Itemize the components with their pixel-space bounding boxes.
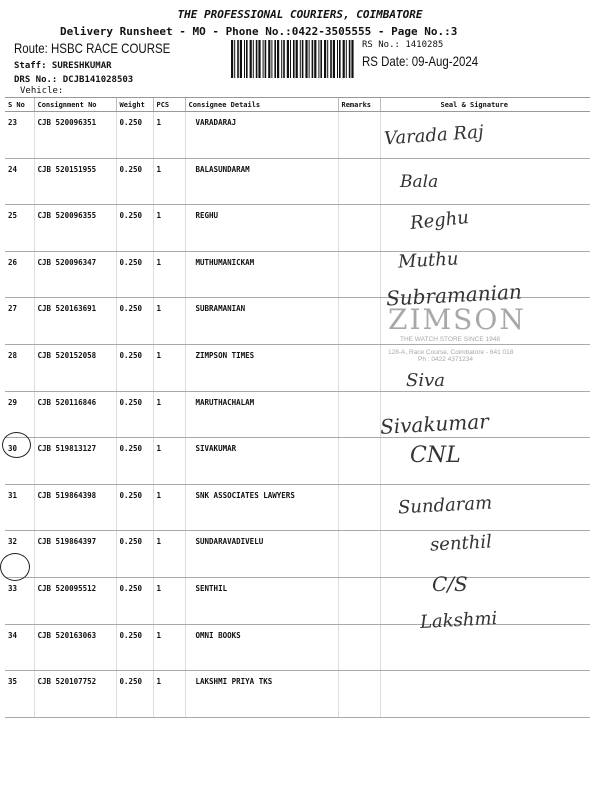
barcode-bar: [318, 40, 319, 78]
weight-value: 0.250: [116, 671, 153, 718]
consignee-name: SENTHIL: [185, 577, 338, 624]
pcs-value: 1: [153, 158, 185, 205]
barcode-bar: [339, 40, 341, 78]
barcode-bar: [309, 40, 310, 78]
table-row: [5, 298, 590, 345]
remarks-cell: [338, 671, 380, 718]
remarks-cell: [338, 205, 380, 252]
table-row: [5, 624, 590, 671]
remarks-cell: [338, 344, 380, 391]
consignee-name: BALASUNDARAM: [185, 158, 338, 205]
column-header: PCS: [153, 98, 185, 112]
signature-cell: [380, 531, 590, 578]
consignee-name: MUTHUMANICKAM: [185, 251, 338, 298]
consignee-name: SUNDARAVADIVELU: [185, 531, 338, 578]
consignment-number: CJB 519864398: [34, 484, 116, 531]
consignee-name: LAKSHMI PRIYA TKS: [185, 671, 338, 718]
consignee-name: VARADARAJ: [185, 112, 338, 159]
consignee-name: ZIMPSON TIMES: [185, 344, 338, 391]
stamp-logo: ZIMSON: [388, 303, 526, 336]
signature-cell: [380, 112, 590, 159]
barcode-bar: [281, 40, 282, 78]
consignment-number: CJB 520096347: [34, 251, 116, 298]
signature-cell: [380, 624, 590, 671]
pcs-value: 1: [153, 344, 185, 391]
barcode-bar: [253, 40, 254, 78]
consignee-name: OMNI BOOKS: [185, 624, 338, 671]
barcode-bar: [343, 40, 345, 78]
barcode-bar: [346, 40, 347, 78]
pcs-value: 1: [153, 624, 185, 671]
barcode-bar: [274, 40, 276, 78]
consignment-number: CJB 520096351: [34, 112, 116, 159]
barcode-bar: [337, 40, 338, 78]
table-body: [5, 112, 590, 718]
route-label: Route: HSBC RACE COURSE: [14, 40, 171, 56]
vehicle-label: Vehicle:: [20, 86, 64, 96]
consignment-number: CJB 520152058: [34, 344, 116, 391]
barcode-bar: [349, 40, 351, 78]
weight-value: 0.250: [116, 344, 153, 391]
remarks-cell: [338, 438, 380, 485]
table-row: [5, 577, 590, 624]
consignment-number: CJB 520151955: [34, 158, 116, 205]
barcode-bar: [312, 40, 314, 78]
barcode-bar: [324, 40, 326, 78]
barcode-bar: [300, 40, 301, 78]
table-header-row: [5, 98, 590, 112]
consignee-name: MARUTHACHALAM: [185, 391, 338, 438]
consignee-name: SIVAKUMAR: [185, 438, 338, 485]
rs-number: RS No.: 1410285: [362, 40, 444, 50]
staff-label: Staff: SURESHKUMAR: [14, 61, 112, 71]
barcode-bar: [320, 40, 322, 78]
table-row: [5, 671, 590, 718]
barcode-bar: [231, 40, 233, 78]
handwritten-signature: Sundaram: [397, 492, 493, 519]
consignment-number: CJB 520116846: [34, 391, 116, 438]
barcode-bar: [268, 40, 270, 78]
handwritten-signature: Varada Raj: [383, 121, 485, 150]
handwritten-signature: Bala: [400, 172, 439, 192]
serial-number: 33: [5, 577, 34, 624]
signature-cell: [380, 391, 590, 438]
signature-cell: [380, 671, 590, 718]
barcode-bar: [271, 40, 272, 78]
pcs-value: 1: [153, 671, 185, 718]
consignment-number: CJB 520107752: [34, 671, 116, 718]
column-header: Seal & Signature: [380, 98, 590, 112]
barcode-bar: [296, 40, 298, 78]
column-header: Consignment No: [34, 98, 116, 112]
barcode-bar: [314, 40, 316, 78]
signature-cell: [380, 438, 590, 485]
serial-number: 23: [5, 112, 34, 159]
barcode-bar: [293, 40, 295, 78]
runsheet-subtitle: Delivery Runsheet - MO - Phone No.:0422-3505555 - Page No.:3: [60, 25, 458, 38]
consignee-name: SUBRAMANIAN: [185, 298, 338, 345]
table-row: [5, 112, 590, 159]
handwritten-signature: CNL: [410, 443, 461, 468]
consignment-number: CJB 520163063: [34, 624, 116, 671]
handwritten-signature: Reghu: [409, 206, 470, 235]
handwritten-signature: Lakshmi: [419, 607, 498, 634]
consignment-number: CJB 520095512: [34, 577, 116, 624]
consignment-number: CJB 519864397: [34, 531, 116, 578]
handwritten-signature: senthil: [429, 531, 493, 556]
barcode-bar: [258, 40, 260, 78]
remarks-cell: [338, 624, 380, 671]
barcode-bar: [290, 40, 291, 78]
barcode-bar: [283, 40, 285, 78]
barcode-bar: [302, 40, 304, 78]
barcode-bar: [263, 40, 264, 78]
pcs-value: 1: [153, 251, 185, 298]
signature-cell: [380, 484, 590, 531]
table-row: [5, 251, 590, 298]
signature-cell: [380, 158, 590, 205]
weight-value: 0.250: [116, 577, 153, 624]
pcs-value: 1: [153, 531, 185, 578]
serial-number: 29: [5, 391, 34, 438]
serial-number: 30: [5, 438, 34, 485]
stamp-tagline: THE WATCH STORE SINCE 1948: [400, 336, 500, 343]
signature-cell: [380, 205, 590, 252]
runsheet-table: [5, 97, 590, 718]
barcode-bar: [330, 40, 332, 78]
signature-cell: [380, 577, 590, 624]
remarks-cell: [338, 298, 380, 345]
signature-cell: [380, 344, 590, 391]
stamp-address: 128-A, Race Course, Coimbatore - 641 018: [388, 349, 514, 356]
consignment-number: CJB 519813127: [34, 438, 116, 485]
table-row: [5, 391, 590, 438]
table-row: [5, 531, 590, 578]
handwritten-signature: C/S: [432, 572, 468, 596]
column-header: S No: [5, 98, 34, 112]
serial-number: 26: [5, 251, 34, 298]
signature-cell: [380, 251, 590, 298]
table-row: [5, 205, 590, 252]
barcode-bar: [237, 40, 239, 78]
barcode-bar: [277, 40, 279, 78]
barcode-bar: [250, 40, 252, 78]
handwritten-signature: Subramanian: [385, 279, 523, 311]
serial-number: 27: [5, 298, 34, 345]
consignee-name: SNK ASSOCIATES LAWYERS: [185, 484, 338, 531]
barcode-bar: [240, 40, 242, 78]
table-row: [5, 484, 590, 531]
weight-value: 0.250: [116, 298, 153, 345]
barcode-bar: [351, 40, 353, 78]
handwritten-signature: Sivakumar: [379, 409, 490, 439]
table-row: [5, 438, 590, 485]
remarks-cell: [338, 158, 380, 205]
remarks-cell: [338, 251, 380, 298]
barcode-bar: [305, 40, 307, 78]
stamp-phone: Ph : 0422 4371234: [418, 356, 473, 363]
weight-value: 0.250: [116, 624, 153, 671]
serial-number: 35: [5, 671, 34, 718]
consignee-name: REGHU: [185, 205, 338, 252]
weight-value: 0.250: [116, 158, 153, 205]
column-header: Consignee Details: [185, 98, 338, 112]
remarks-cell: [338, 112, 380, 159]
remarks-cell: [338, 391, 380, 438]
pcs-value: 1: [153, 577, 185, 624]
barcode-bar: [327, 40, 328, 78]
weight-value: 0.250: [116, 531, 153, 578]
pcs-value: 1: [153, 438, 185, 485]
consignment-number: CJB 520096355: [34, 205, 116, 252]
weight-value: 0.250: [116, 112, 153, 159]
column-header: Remarks: [338, 98, 380, 112]
column-header: Weight: [116, 98, 153, 112]
rs-date: RS Date: 09-Aug-2024: [362, 53, 479, 69]
pcs-value: 1: [153, 391, 185, 438]
consignment-number: CJB 520163691: [34, 298, 116, 345]
barcode-bar: [246, 40, 248, 78]
weight-value: 0.250: [116, 391, 153, 438]
serial-number: 24: [5, 158, 34, 205]
serial-number: 32: [5, 531, 34, 578]
signature-cell: [380, 298, 590, 345]
barcode-bar: [287, 40, 289, 78]
remarks-cell: [338, 531, 380, 578]
barcode-bar: [244, 40, 245, 78]
pcs-value: 1: [153, 484, 185, 531]
drs-number: DRS No.: DCJB141028503: [14, 75, 134, 85]
remarks-cell: [338, 577, 380, 624]
barcode-bar: [234, 40, 235, 78]
serial-number: 28: [5, 344, 34, 391]
weight-value: 0.250: [116, 251, 153, 298]
pcs-value: 1: [153, 205, 185, 252]
company-title: THE PROFESSIONAL COURIERS, COIMBATORE: [177, 8, 423, 21]
pcs-value: 1: [153, 112, 185, 159]
handwritten-signature: Muthu: [397, 248, 459, 273]
weight-value: 0.250: [116, 484, 153, 531]
barcode-bar: [265, 40, 267, 78]
remarks-cell: [338, 484, 380, 531]
serial-number: 34: [5, 624, 34, 671]
handwritten-signature: Siva: [406, 370, 445, 391]
table-row: [5, 344, 590, 391]
serial-number: 31: [5, 484, 34, 531]
weight-value: 0.250: [116, 438, 153, 485]
barcode-bar: [333, 40, 335, 78]
weight-value: 0.250: [116, 205, 153, 252]
barcode-bar: [256, 40, 258, 78]
barcode-icon: [231, 40, 354, 78]
serial-number: 25: [5, 205, 34, 252]
table-row: [5, 158, 590, 205]
pcs-value: 1: [153, 298, 185, 345]
